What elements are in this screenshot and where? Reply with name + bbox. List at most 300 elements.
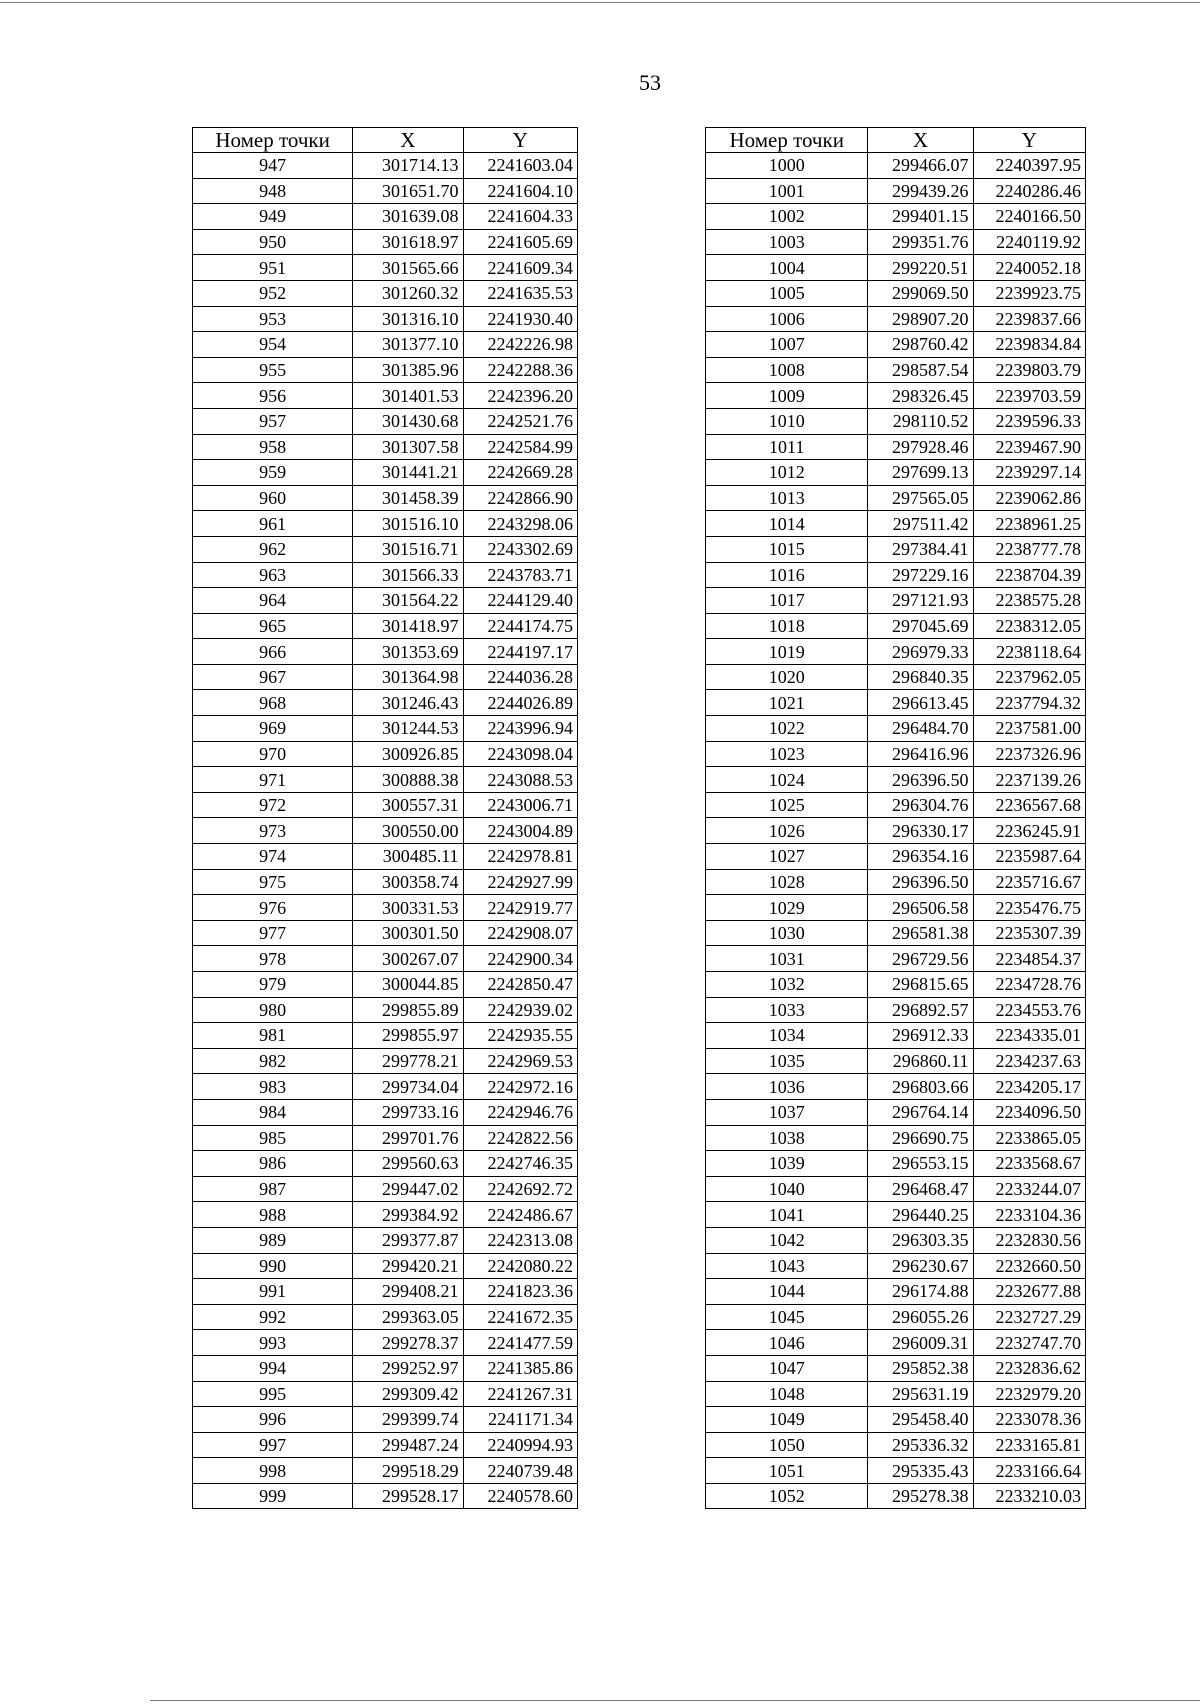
table-row: [706, 1099, 1086, 1125]
y-cell: 2240119.92: [973, 229, 1085, 255]
table-row: [706, 1279, 1086, 1305]
y-cell: 2241477.59: [463, 1330, 577, 1356]
table-body-left: [193, 153, 578, 1509]
x-cell: 299420.21: [353, 1253, 463, 1279]
y-cell: 2236245.91: [973, 818, 1085, 844]
table-row: [193, 255, 578, 281]
table-row: [706, 280, 1086, 306]
y-cell: 2241672.35: [463, 1304, 577, 1330]
point-number-cell: 1039: [706, 1151, 868, 1177]
table-row: [706, 844, 1086, 870]
x-cell: 299069.50: [868, 280, 973, 306]
x-cell: 301316.10: [353, 306, 463, 332]
x-cell: 296613.45: [868, 690, 973, 716]
table-row: [706, 997, 1086, 1023]
header-x: X: [353, 128, 463, 153]
point-number-cell: 963: [193, 562, 353, 588]
point-number-cell: 1036: [706, 1074, 868, 1100]
table-row: [193, 306, 578, 332]
x-cell: 296303.35: [868, 1227, 973, 1253]
y-cell: 2240052.18: [973, 255, 1085, 281]
y-cell: 2242978.81: [463, 844, 577, 870]
point-number-cell: 973: [193, 818, 353, 844]
table-row: [193, 1125, 578, 1151]
table-row: [706, 1048, 1086, 1074]
table-row: [193, 1023, 578, 1049]
x-cell: 296396.50: [868, 767, 973, 793]
x-cell: 301260.32: [353, 280, 463, 306]
y-cell: 2235307.39: [973, 920, 1085, 946]
table-row: [193, 1304, 578, 1330]
y-cell: 2242866.90: [463, 485, 577, 511]
x-cell: 299528.17: [353, 1483, 463, 1509]
table-row: [706, 741, 1086, 767]
table-row: [706, 229, 1086, 255]
y-cell: 2241605.69: [463, 229, 577, 255]
point-number-cell: 1041: [706, 1202, 868, 1228]
point-number-cell: 1028: [706, 869, 868, 895]
point-number-cell: 1029: [706, 895, 868, 921]
y-cell: 2242927.99: [463, 869, 577, 895]
x-cell: 301714.13: [353, 153, 463, 179]
table-row: [193, 818, 578, 844]
y-cell: 2242969.53: [463, 1048, 577, 1074]
point-number-cell: 950: [193, 229, 353, 255]
table-row: [193, 690, 578, 716]
y-cell: 2241603.04: [463, 153, 577, 179]
table-row: [706, 1407, 1086, 1433]
y-cell: 2234237.63: [973, 1048, 1085, 1074]
y-cell: 2244197.17: [463, 639, 577, 665]
y-cell: 2242946.76: [463, 1099, 577, 1125]
header-point-number: Номер точки: [193, 128, 353, 153]
table-row: [706, 1125, 1086, 1151]
point-number-cell: 986: [193, 1151, 353, 1177]
point-number-cell: 984: [193, 1099, 353, 1125]
x-cell: 296860.11: [868, 1048, 973, 1074]
x-cell: 296979.33: [868, 639, 973, 665]
x-cell: 299855.97: [353, 1023, 463, 1049]
point-number-cell: 1025: [706, 792, 868, 818]
table-row: [706, 1074, 1086, 1100]
table-row: [193, 1458, 578, 1484]
y-cell: 2242900.34: [463, 946, 577, 972]
x-cell: 296230.67: [868, 1253, 973, 1279]
table-row: [193, 613, 578, 639]
point-number-cell: 960: [193, 485, 353, 511]
y-cell: 2240166.50: [973, 204, 1085, 230]
x-cell: 301651.70: [353, 178, 463, 204]
table-row: [706, 1023, 1086, 1049]
table-row: [193, 536, 578, 562]
y-cell: 2244036.28: [463, 664, 577, 690]
table-row: [193, 485, 578, 511]
x-cell: 301246.43: [353, 690, 463, 716]
table-row: [706, 357, 1086, 383]
x-cell: 299278.37: [353, 1330, 463, 1356]
y-cell: 2238704.39: [973, 562, 1085, 588]
table-row: [706, 536, 1086, 562]
point-number-cell: 990: [193, 1253, 353, 1279]
y-cell: 2242288.36: [463, 357, 577, 383]
point-number-cell: 1017: [706, 588, 868, 614]
y-cell: 2239803.79: [973, 357, 1085, 383]
point-number-cell: 1032: [706, 972, 868, 998]
table-row: [193, 153, 578, 179]
point-number-cell: 957: [193, 408, 353, 434]
table-row: [193, 1330, 578, 1356]
y-cell: 2241267.31: [463, 1381, 577, 1407]
table-row: [706, 1381, 1086, 1407]
point-number-cell: 998: [193, 1458, 353, 1484]
x-cell: 296440.25: [868, 1202, 973, 1228]
y-cell: 2241171.34: [463, 1407, 577, 1433]
table-row: [193, 1048, 578, 1074]
table-row: [706, 946, 1086, 972]
y-cell: 2242908.07: [463, 920, 577, 946]
point-number-cell: 1006: [706, 306, 868, 332]
table-row: [706, 434, 1086, 460]
x-cell: 301418.97: [353, 613, 463, 639]
table-row: [193, 844, 578, 870]
y-cell: 2237581.00: [973, 716, 1085, 742]
y-cell: 2242919.77: [463, 895, 577, 921]
table-row: [193, 1483, 578, 1509]
table-row: [706, 639, 1086, 665]
point-number-cell: 975: [193, 869, 353, 895]
point-number-cell: 995: [193, 1381, 353, 1407]
x-cell: 297384.41: [868, 536, 973, 562]
point-number-cell: 1044: [706, 1279, 868, 1305]
point-number-cell: 956: [193, 383, 353, 409]
x-cell: 301516.10: [353, 511, 463, 537]
point-number-cell: 1001: [706, 178, 868, 204]
table-row: [193, 1227, 578, 1253]
table-row: [193, 178, 578, 204]
table-row: [706, 1483, 1086, 1509]
y-cell: 2244174.75: [463, 613, 577, 639]
table-row: [193, 664, 578, 690]
table-row: [706, 895, 1086, 921]
point-number-cell: 1047: [706, 1355, 868, 1381]
y-cell: 2242226.98: [463, 332, 577, 358]
table-row: [706, 1458, 1086, 1484]
x-cell: 299220.51: [868, 255, 973, 281]
y-cell: 2232727.29: [973, 1304, 1085, 1330]
point-number-cell: 1026: [706, 818, 868, 844]
x-cell: 299447.02: [353, 1176, 463, 1202]
x-cell: 301385.96: [353, 357, 463, 383]
y-cell: 2237139.26: [973, 767, 1085, 793]
y-cell: 2235716.67: [973, 869, 1085, 895]
y-cell: 2243098.04: [463, 741, 577, 767]
point-number-cell: 971: [193, 767, 353, 793]
table-row: [193, 1432, 578, 1458]
y-cell: 2243302.69: [463, 536, 577, 562]
point-number-cell: 983: [193, 1074, 353, 1100]
x-cell: 298760.42: [868, 332, 973, 358]
table-row: [706, 1202, 1086, 1228]
point-number-cell: 1015: [706, 536, 868, 562]
table-row: [706, 1176, 1086, 1202]
table-row: [193, 639, 578, 665]
point-number-cell: 994: [193, 1355, 353, 1381]
y-cell: 2239837.66: [973, 306, 1085, 332]
y-cell: 2242939.02: [463, 997, 577, 1023]
x-cell: 299252.97: [353, 1355, 463, 1381]
x-cell: 295336.32: [868, 1432, 973, 1458]
table-row: [193, 1099, 578, 1125]
table-row: [706, 1227, 1086, 1253]
table-row: [193, 1176, 578, 1202]
x-cell: 299439.26: [868, 178, 973, 204]
y-cell: 2239596.33: [973, 408, 1085, 434]
point-number-cell: 1016: [706, 562, 868, 588]
table-row: [193, 741, 578, 767]
y-cell: 2242822.56: [463, 1125, 577, 1151]
point-number-cell: 993: [193, 1330, 353, 1356]
y-cell: 2234335.01: [973, 1023, 1085, 1049]
point-number-cell: 952: [193, 280, 353, 306]
point-number-cell: 953: [193, 306, 353, 332]
x-cell: 300267.07: [353, 946, 463, 972]
table-row: [706, 869, 1086, 895]
x-cell: 299377.87: [353, 1227, 463, 1253]
y-cell: 2237962.05: [973, 664, 1085, 690]
point-number-cell: 977: [193, 920, 353, 946]
page-number: 53: [639, 70, 661, 95]
x-cell: 295278.38: [868, 1483, 973, 1509]
point-number-cell: 1048: [706, 1381, 868, 1407]
table-row: [193, 972, 578, 998]
table-row: [706, 690, 1086, 716]
bottom-scan-edge: [150, 1700, 1200, 1701]
table-row: [193, 946, 578, 972]
y-cell: 2241604.10: [463, 178, 577, 204]
y-cell: 2239062.86: [973, 485, 1085, 511]
point-number-cell: 988: [193, 1202, 353, 1228]
y-cell: 2237326.96: [973, 741, 1085, 767]
y-cell: 2240286.46: [973, 178, 1085, 204]
point-number-cell: 1008: [706, 357, 868, 383]
table-row: [706, 588, 1086, 614]
y-cell: 2242486.67: [463, 1202, 577, 1228]
table-row: [706, 767, 1086, 793]
x-cell: 296009.31: [868, 1330, 973, 1356]
point-number-cell: 959: [193, 460, 353, 486]
table-row: [706, 613, 1086, 639]
x-cell: 296840.35: [868, 664, 973, 690]
x-cell: 297121.93: [868, 588, 973, 614]
point-number-cell: 1019: [706, 639, 868, 665]
y-cell: 2238961.25: [973, 511, 1085, 537]
x-cell: 301377.10: [353, 332, 463, 358]
x-cell: 295335.43: [868, 1458, 973, 1484]
point-number-cell: 1022: [706, 716, 868, 742]
y-cell: 2234728.76: [973, 972, 1085, 998]
table-row: [706, 1330, 1086, 1356]
x-cell: 299487.24: [353, 1432, 463, 1458]
y-cell: 2232830.56: [973, 1227, 1085, 1253]
y-cell: 2243783.71: [463, 562, 577, 588]
table-row: [706, 511, 1086, 537]
x-cell: 295631.19: [868, 1381, 973, 1407]
point-number-cell: 1012: [706, 460, 868, 486]
table-row: [193, 1279, 578, 1305]
header-point-number: Номер точки: [706, 128, 868, 153]
y-cell: 2236567.68: [973, 792, 1085, 818]
x-cell: 295458.40: [868, 1407, 973, 1433]
y-cell: 2240397.95: [973, 153, 1085, 179]
x-cell: 301441.21: [353, 460, 463, 486]
table-row: [706, 664, 1086, 690]
table-row: [706, 306, 1086, 332]
top-scan-edge: [0, 2, 1200, 3]
x-cell: 298110.52: [868, 408, 973, 434]
point-number-cell: 981: [193, 1023, 353, 1049]
point-number-cell: 976: [193, 895, 353, 921]
table-row: [706, 920, 1086, 946]
table-row: [193, 562, 578, 588]
table-row: [706, 716, 1086, 742]
point-number-cell: 1051: [706, 1458, 868, 1484]
point-number-cell: 955: [193, 357, 353, 383]
y-cell: 2233104.36: [973, 1202, 1085, 1228]
point-number-cell: 970: [193, 741, 353, 767]
x-cell: 296581.38: [868, 920, 973, 946]
x-cell: 301564.22: [353, 588, 463, 614]
x-cell: 297928.46: [868, 434, 973, 460]
x-cell: 301307.58: [353, 434, 463, 460]
table-row: [193, 588, 578, 614]
table-row: [706, 332, 1086, 358]
point-number-cell: 974: [193, 844, 353, 870]
point-number-cell: 1021: [706, 690, 868, 716]
table-row: [706, 408, 1086, 434]
point-number-cell: 1027: [706, 844, 868, 870]
table-row: [706, 1253, 1086, 1279]
y-cell: 2233865.05: [973, 1125, 1085, 1151]
y-cell: 2242692.72: [463, 1176, 577, 1202]
table-row: [706, 1432, 1086, 1458]
point-number-cell: 1013: [706, 485, 868, 511]
y-cell: 2240739.48: [463, 1458, 577, 1484]
y-cell: 2244026.89: [463, 690, 577, 716]
x-cell: 299309.42: [353, 1381, 463, 1407]
x-cell: 299408.21: [353, 1279, 463, 1305]
table-row: [193, 792, 578, 818]
point-number-cell: 972: [193, 792, 353, 818]
y-cell: 2242080.22: [463, 1253, 577, 1279]
point-number-cell: 1014: [706, 511, 868, 537]
y-cell: 2239467.90: [973, 434, 1085, 460]
table-row: [193, 920, 578, 946]
x-cell: 299855.89: [353, 997, 463, 1023]
point-number-cell: 997: [193, 1432, 353, 1458]
x-cell: 300926.85: [353, 741, 463, 767]
point-number-cell: 1050: [706, 1432, 868, 1458]
point-number-cell: 1009: [706, 383, 868, 409]
x-cell: 300550.00: [353, 818, 463, 844]
x-cell: 299363.05: [353, 1304, 463, 1330]
table-row: [193, 895, 578, 921]
point-number-cell: 1004: [706, 255, 868, 281]
y-cell: 2234096.50: [973, 1099, 1085, 1125]
y-cell: 2234205.17: [973, 1074, 1085, 1100]
x-cell: 301430.68: [353, 408, 463, 434]
y-cell: 2242850.47: [463, 972, 577, 998]
point-number-cell: 965: [193, 613, 353, 639]
y-cell: 2238777.78: [973, 536, 1085, 562]
point-number-cell: 1043: [706, 1253, 868, 1279]
x-cell: 301639.08: [353, 204, 463, 230]
point-number-cell: 1000: [706, 153, 868, 179]
point-number-cell: 1020: [706, 664, 868, 690]
table-row: [193, 383, 578, 409]
y-cell: 2240994.93: [463, 1432, 577, 1458]
point-number-cell: 1002: [706, 204, 868, 230]
table-row: [706, 383, 1086, 409]
x-cell: 296690.75: [868, 1125, 973, 1151]
y-cell: 2242584.99: [463, 434, 577, 460]
table-row: [193, 408, 578, 434]
x-cell: 300557.31: [353, 792, 463, 818]
point-number-cell: 949: [193, 204, 353, 230]
table-row: [193, 716, 578, 742]
x-cell: 297699.13: [868, 460, 973, 486]
x-cell: 296803.66: [868, 1074, 973, 1100]
table-row: [706, 1304, 1086, 1330]
point-number-cell: 951: [193, 255, 353, 281]
x-cell: 298326.45: [868, 383, 973, 409]
y-cell: 2239297.14: [973, 460, 1085, 486]
x-cell: 301364.98: [353, 664, 463, 690]
point-number-cell: 978: [193, 946, 353, 972]
coordinates-table-right: [705, 127, 1086, 1509]
table-header-row: [706, 128, 1086, 153]
point-number-cell: 964: [193, 588, 353, 614]
point-number-cell: 1011: [706, 434, 868, 460]
point-number-cell: 1046: [706, 1330, 868, 1356]
x-cell: 299518.29: [353, 1458, 463, 1484]
point-number-cell: 989: [193, 1227, 353, 1253]
point-number-cell: 1037: [706, 1099, 868, 1125]
table-row: [193, 1355, 578, 1381]
table-row: [706, 1151, 1086, 1177]
x-cell: 300485.11: [353, 844, 463, 870]
table-row: [193, 434, 578, 460]
x-cell: 296354.16: [868, 844, 973, 870]
x-cell: 296553.15: [868, 1151, 973, 1177]
point-number-cell: 1052: [706, 1483, 868, 1509]
x-cell: 301353.69: [353, 639, 463, 665]
point-number-cell: 947: [193, 153, 353, 179]
table-row: [706, 153, 1086, 179]
table-row: [706, 792, 1086, 818]
point-number-cell: 999: [193, 1483, 353, 1509]
point-number-cell: 966: [193, 639, 353, 665]
x-cell: 299401.15: [868, 204, 973, 230]
x-cell: 297045.69: [868, 613, 973, 639]
table-row: [706, 204, 1086, 230]
y-cell: 2234854.37: [973, 946, 1085, 972]
x-cell: 299351.76: [868, 229, 973, 255]
y-cell: 2243298.06: [463, 511, 577, 537]
point-number-cell: 948: [193, 178, 353, 204]
x-cell: 297565.05: [868, 485, 973, 511]
x-cell: 296416.96: [868, 741, 973, 767]
x-cell: 296506.58: [868, 895, 973, 921]
